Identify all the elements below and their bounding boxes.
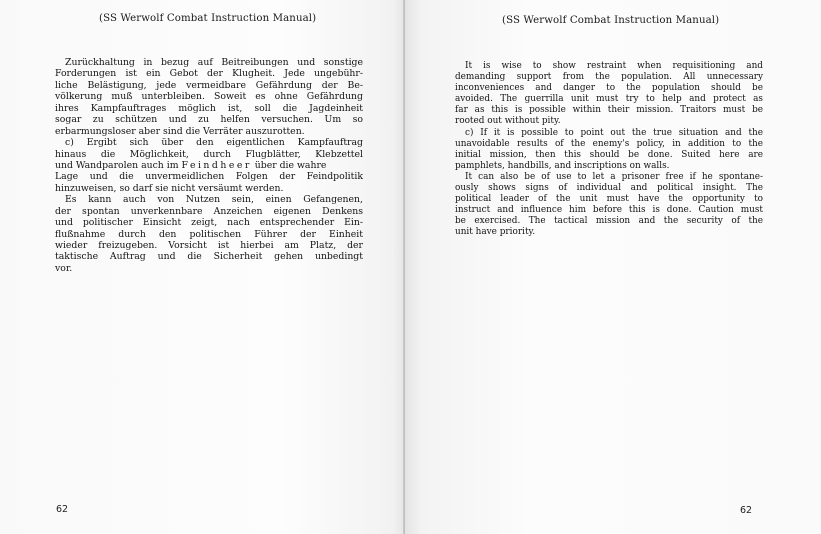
text-line: Forderungen ist ein Gebot der Klugheit. Jede ungebühr- [55, 68, 363, 80]
text-line: unavoidable results of the enemy's policy, in addition to the [455, 138, 763, 149]
text-line: rooted out without pity. [455, 116, 561, 127]
text-line: völkerung muß unterbleiben. Soweit es ohne Gefährdung [55, 91, 363, 103]
text-segment: und Wandparolen auch im [55, 159, 182, 171]
text-line: wieder freizugeben. Vorsicht ist hierbei am Platz, der [55, 240, 363, 251]
text-line: Es kann auch von Nutzen sein, einen Gefangenen, [65, 194, 363, 206]
text-line: political leader of the unit must have the opportunity to [455, 194, 763, 205]
text-line: pamphlets, handbills, and inscriptions on walls. [455, 160, 670, 171]
text-line: It is wise to show restraint when requisitioning and [465, 61, 763, 71]
text-line: hinaus die Möglichkeit, durch Flugblätter, Klebzettel [55, 148, 363, 160]
text-line: ihres Kampfauftrages möglich ist, soll die Jagdeinheit [55, 102, 363, 114]
text-line: und politischer Einsicht zeigt, nach entsprechender Ein- [55, 217, 363, 229]
right-page [405, 0, 821, 534]
german-text-body [55, 57, 363, 274]
text-line: der spontan unverkennbare Anzeichen eigenen Denkens [55, 205, 363, 217]
text-line: inconveniences and danger to the population should be [455, 83, 763, 94]
text-line: hinzuweisen, so darf sie nicht versäumt werden. [55, 182, 284, 194]
text-line: Lage und die unvermeidlichen Folgen der Feindpolitik [55, 171, 363, 183]
page-number: 62 [56, 504, 69, 515]
text-line: be exercised. The tactical mission and the security of the [455, 216, 763, 227]
text-segment: über die wahre [251, 159, 327, 171]
text-line: initial mission, then this should be done. Suited here are [455, 149, 763, 160]
text-line [55, 160, 363, 171]
page-number: 62 [740, 505, 753, 516]
text-line: c) If it is possible to point out the true situation and the [465, 127, 763, 138]
text-line: c) Ergibt sich über den eigentlichen Kampfauftrag [65, 137, 363, 149]
text-line: unit have priority. [455, 227, 536, 238]
text-line: instruct and influence him before this is done. Caution must [455, 205, 763, 216]
text-line: erbarmungsloser aber sind die Verräter auszurotten. [55, 125, 305, 137]
text-line: taktische Auftrag und die Sicherheit gehen unbedingt [55, 251, 363, 263]
text-line: Zurückhaltung in bezug auf Beitreibungen und sonstige [65, 57, 363, 68]
text-line: liche Belästigung, jede vermeidbare Gefährdung der Be- [55, 79, 363, 91]
english-text-body [455, 61, 763, 239]
running-head: (SS Werwolf Combat Instruction Manual) [502, 15, 720, 26]
text-line: ously shows signs of individual and political insight. The [455, 183, 763, 194]
left-page [0, 0, 404, 534]
text-line: avoided. The guerrilla unit must try to help and protect as [455, 94, 763, 105]
emphasized-word: Feindheer [181, 159, 252, 171]
text-line: vor. [55, 262, 73, 274]
running-head: (SS Werwolf Combat Instruction Manual) [99, 13, 317, 24]
text-line: flußnahme durch den politischen Führer der Einheit [55, 228, 363, 240]
text-line: sogar zu schützen und zu helfen versuchen. Um so [55, 114, 363, 126]
text-line: It can also be of use to let a prisoner free if he spontane- [465, 171, 763, 182]
text-line: demanding support from the population. All unnecessary [455, 72, 763, 83]
text-line: far as this is possible within their mission. Traitors must be [455, 105, 763, 116]
